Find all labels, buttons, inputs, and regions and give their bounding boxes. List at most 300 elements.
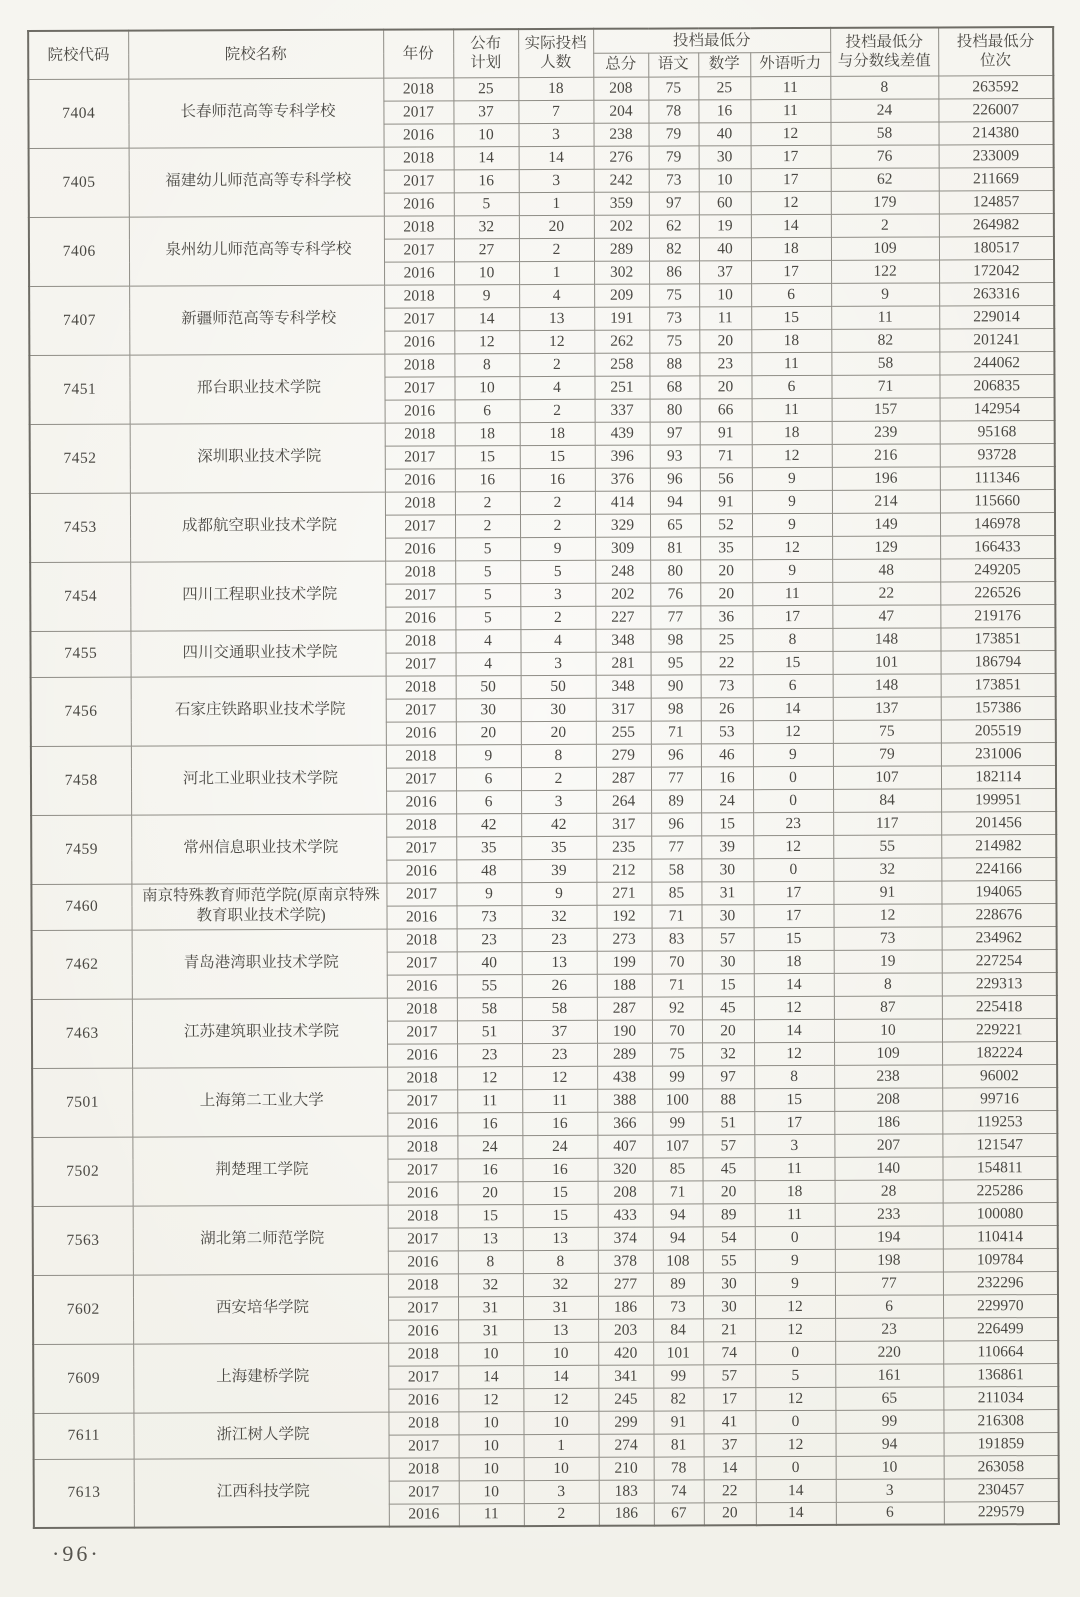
cell-diff: 11 xyxy=(831,305,939,328)
cell-listening: 17 xyxy=(754,1111,834,1134)
cell-total: 289 xyxy=(594,238,649,261)
cell-listening: 6 xyxy=(751,375,831,398)
cell-plan: 32 xyxy=(458,1273,523,1296)
cell-rank: 119253 xyxy=(942,1110,1057,1133)
school-name: 常州信息职业技术学院 xyxy=(131,814,386,884)
cell-diff: 91 xyxy=(833,880,941,903)
cell-total: 203 xyxy=(598,1319,653,1342)
cell-actual: 15 xyxy=(523,1181,598,1204)
cell-math: 37 xyxy=(699,260,751,283)
cell-diff: 99 xyxy=(835,1409,943,1432)
cell-diff: 24 xyxy=(830,98,938,121)
cell-year: 2016 xyxy=(386,859,456,882)
cell-listening: 12 xyxy=(755,1318,835,1341)
cell-plan: 35 xyxy=(456,836,521,859)
admission-table-container xyxy=(27,26,1059,1529)
cell-diff: 58 xyxy=(831,351,939,374)
school-name: 石家庄铁路职业技术学院 xyxy=(131,676,386,746)
cell-total: 227 xyxy=(595,606,650,629)
cell-chinese: 70 xyxy=(652,950,702,973)
cell-plan: 12 xyxy=(457,1066,522,1089)
cell-plan: 14 xyxy=(458,1365,523,1388)
cell-actual: 37 xyxy=(522,1020,597,1043)
cell-listening: 14 xyxy=(754,973,834,996)
cell-actual: 16 xyxy=(522,1158,597,1181)
cell-diff: 48 xyxy=(832,558,940,581)
cell-chinese: 94 xyxy=(650,490,700,513)
cell-year: 2018 xyxy=(387,928,457,951)
cell-chinese: 83 xyxy=(652,927,702,950)
cell-math: 22 xyxy=(704,1479,756,1502)
cell-actual: 2 xyxy=(520,491,595,514)
cell-plan: 10 xyxy=(459,1434,524,1457)
cell-total: 190 xyxy=(597,1020,652,1043)
cell-math: 55 xyxy=(703,1249,755,1272)
cell-year: 2018 xyxy=(388,1342,458,1365)
header-row-1 xyxy=(28,27,1053,55)
cell-diff: 216 xyxy=(832,443,940,466)
cell-year: 2017 xyxy=(386,836,456,859)
cell-rank: 206835 xyxy=(939,374,1054,397)
cell-chinese: 65 xyxy=(650,513,700,536)
cell-math: 91 xyxy=(700,490,752,513)
cell-actual: 3 xyxy=(519,169,594,192)
cell-diff: 6 xyxy=(836,1501,944,1524)
cell-rank: 263316 xyxy=(939,282,1054,305)
cell-total: 208 xyxy=(593,77,648,100)
cell-actual: 8 xyxy=(521,744,596,767)
cell-actual: 2 xyxy=(520,514,595,537)
col-header-math: 数学 xyxy=(698,52,750,76)
cell-rank: 232296 xyxy=(943,1271,1058,1294)
cell-year: 2017 xyxy=(386,652,456,675)
cell-listening: 11 xyxy=(752,398,832,421)
cell-rank: 172042 xyxy=(939,259,1054,282)
cell-total: 299 xyxy=(598,1411,653,1434)
cell-total: 439 xyxy=(595,422,650,445)
cell-chinese: 68 xyxy=(649,375,699,398)
cell-actual: 13 xyxy=(523,1227,598,1250)
cell-listening: 17 xyxy=(753,904,833,927)
school-name: 青岛港湾职业技术学院 xyxy=(132,929,387,999)
cell-plan: 9 xyxy=(454,284,519,307)
cell-total: 191 xyxy=(594,307,649,330)
cell-math: 20 xyxy=(704,1502,756,1525)
cell-listening: 11 xyxy=(754,1157,834,1180)
cell-math: 20 xyxy=(699,329,751,352)
cell-math: 16 xyxy=(701,766,753,789)
cell-rank: 93728 xyxy=(940,443,1055,466)
cell-diff: 137 xyxy=(833,696,941,719)
cell-plan: 5 xyxy=(455,560,520,583)
cell-listening: 9 xyxy=(753,743,833,766)
school-name: 浙江树人学院 xyxy=(133,1412,388,1459)
cell-diff: 8 xyxy=(830,75,938,98)
cell-math: 53 xyxy=(701,720,753,743)
cell-listening: 5 xyxy=(755,1364,835,1387)
cell-total: 264 xyxy=(596,790,651,813)
school-name: 四川交通职业技术学院 xyxy=(130,630,385,677)
cell-rank: 264982 xyxy=(939,213,1054,236)
cell-rank: 146978 xyxy=(940,512,1055,535)
cell-math: 20 xyxy=(703,1180,755,1203)
cell-year: 2017 xyxy=(387,951,457,974)
cell-total: 245 xyxy=(598,1388,653,1411)
cell-rank: 211034 xyxy=(943,1386,1058,1409)
cell-actual: 13 xyxy=(522,951,597,974)
col-header-plan xyxy=(453,29,518,77)
cell-chinese: 92 xyxy=(652,996,702,1019)
cell-listening: 9 xyxy=(755,1249,835,1272)
cell-rank: 100080 xyxy=(943,1202,1058,1225)
cell-plan: 2 xyxy=(455,491,520,514)
cell-listening: 15 xyxy=(753,651,833,674)
cell-plan: 10 xyxy=(453,123,518,146)
cell-total: 251 xyxy=(594,376,649,399)
cell-chinese: 85 xyxy=(651,881,701,904)
cell-actual: 4 xyxy=(520,629,595,652)
cell-rank: 263592 xyxy=(938,75,1053,98)
cell-rank: 225286 xyxy=(943,1179,1058,1202)
cell-year: 2017 xyxy=(389,1480,459,1503)
cell-year: 2018 xyxy=(385,422,455,445)
cell-plan: 12 xyxy=(458,1388,523,1411)
cell-actual: 12 xyxy=(519,330,594,353)
cell-diff: 79 xyxy=(833,742,941,765)
cell-year: 2016 xyxy=(383,123,453,146)
cell-listening: 12 xyxy=(756,1433,836,1456)
cell-total: 414 xyxy=(595,491,650,514)
cell-actual: 50 xyxy=(521,675,596,698)
cell-chinese: 73 xyxy=(649,168,699,191)
cell-listening: 0 xyxy=(755,1410,835,1433)
cell-listening: 6 xyxy=(751,283,831,306)
school-code: 7613 xyxy=(34,1459,134,1528)
cell-year: 2017 xyxy=(384,307,454,330)
col-header-plan-line1: 公布 xyxy=(470,35,502,53)
cell-plan: 16 xyxy=(457,1158,522,1181)
cell-plan: 8 xyxy=(454,353,519,376)
cell-year: 2017 xyxy=(388,1365,458,1388)
table-body xyxy=(28,75,1059,1528)
cell-math: 30 xyxy=(702,950,754,973)
cell-listening: 12 xyxy=(754,996,834,1019)
cell-listening: 0 xyxy=(753,789,833,812)
cell-plan: 16 xyxy=(454,169,519,192)
cell-total: 199 xyxy=(597,951,652,974)
cell-plan: 10 xyxy=(454,261,519,284)
cell-math: 20 xyxy=(700,559,752,582)
cell-total: 202 xyxy=(595,583,650,606)
col-header-year: 年份 xyxy=(383,29,453,77)
cell-rank: 157386 xyxy=(941,696,1056,719)
cell-total: 255 xyxy=(596,721,651,744)
cell-year: 2016 xyxy=(389,1503,459,1526)
cell-actual: 58 xyxy=(522,997,597,1020)
cell-year: 2017 xyxy=(386,882,456,905)
cell-chinese: 71 xyxy=(651,904,701,927)
cell-listening: 12 xyxy=(751,191,831,214)
cell-rank: 226526 xyxy=(940,581,1055,604)
cell-rank: 173851 xyxy=(940,627,1055,650)
cell-diff: 58 xyxy=(831,121,939,144)
cell-rank: 109784 xyxy=(943,1248,1058,1271)
cell-listening: 8 xyxy=(752,628,832,651)
cell-actual: 13 xyxy=(523,1319,598,1342)
cell-actual: 4 xyxy=(519,284,594,307)
cell-actual: 13 xyxy=(519,307,594,330)
cell-math: 16 xyxy=(698,99,750,122)
cell-diff: 148 xyxy=(833,673,941,696)
school-name: 长春师范高等专科学校 xyxy=(128,78,383,148)
cell-listening: 17 xyxy=(751,260,831,283)
cell-listening: 12 xyxy=(754,1042,834,1065)
cell-actual: 20 xyxy=(521,721,596,744)
cell-plan: 20 xyxy=(458,1181,523,1204)
cell-year: 2016 xyxy=(385,468,455,491)
cell-chinese: 91 xyxy=(653,1410,703,1433)
cell-plan: 24 xyxy=(457,1135,522,1158)
cell-rank: 225418 xyxy=(942,995,1057,1018)
cell-math: 15 xyxy=(702,973,754,996)
cell-plan: 2 xyxy=(455,514,520,537)
cell-diff: 198 xyxy=(835,1248,943,1271)
cell-chinese: 71 xyxy=(652,973,702,996)
cell-math: 30 xyxy=(701,858,753,881)
col-header-total: 总分 xyxy=(593,53,648,77)
cell-math: 15 xyxy=(701,812,753,835)
cell-rank: 166433 xyxy=(940,535,1055,558)
cell-math: 57 xyxy=(702,1134,754,1157)
cell-listening: 11 xyxy=(750,99,830,122)
school-name: 深圳职业技术学院 xyxy=(130,423,385,493)
cell-plan: 11 xyxy=(457,1089,522,1112)
cell-listening: 0 xyxy=(753,766,833,789)
cell-listening: 18 xyxy=(751,329,831,352)
school-name: 泉州幼儿师范高等专科学校 xyxy=(129,216,384,286)
school-code: 7501 xyxy=(32,1068,132,1137)
cell-listening: 18 xyxy=(752,421,832,444)
cell-listening: 17 xyxy=(751,168,831,191)
col-header-diff-line1: 投档最低分 xyxy=(845,33,923,51)
cell-diff: 109 xyxy=(831,236,939,259)
cell-diff: 140 xyxy=(834,1156,942,1179)
cell-actual: 12 xyxy=(522,1066,597,1089)
cell-total: 235 xyxy=(596,836,651,859)
cell-year: 2017 xyxy=(387,1020,457,1043)
cell-math: 40 xyxy=(698,122,750,145)
cell-total: 359 xyxy=(594,192,649,215)
cell-plan: 10 xyxy=(459,1457,524,1480)
cell-rank: 124857 xyxy=(939,190,1054,213)
cell-diff: 208 xyxy=(834,1087,942,1110)
cell-total: 420 xyxy=(598,1342,653,1365)
cell-listening: 15 xyxy=(754,1088,834,1111)
cell-diff: 101 xyxy=(833,650,941,673)
cell-math: 20 xyxy=(699,375,751,398)
cell-rank: 263058 xyxy=(944,1455,1059,1478)
cell-chinese: 75 xyxy=(648,76,698,99)
cell-listening: 11 xyxy=(750,76,830,99)
school-name: 邢台职业技术学院 xyxy=(129,354,384,424)
cell-year: 2018 xyxy=(384,284,454,307)
cell-total: 317 xyxy=(596,813,651,836)
cell-math: 24 xyxy=(701,789,753,812)
cell-listening: 0 xyxy=(753,858,833,881)
cell-year: 2018 xyxy=(388,1204,458,1227)
cell-math: 32 xyxy=(702,1042,754,1065)
cell-total: 433 xyxy=(598,1204,653,1227)
cell-plan: 51 xyxy=(457,1020,522,1043)
cell-actual: 9 xyxy=(521,882,596,905)
cell-actual: 42 xyxy=(521,813,596,836)
cell-rank: 219176 xyxy=(940,604,1055,627)
cell-plan: 16 xyxy=(455,468,520,491)
cell-chinese: 96 xyxy=(651,812,701,835)
school-code: 7502 xyxy=(32,1137,132,1206)
cell-chinese: 79 xyxy=(649,145,699,168)
cell-math: 20 xyxy=(700,582,752,605)
cell-rank: 154811 xyxy=(942,1156,1057,1179)
cell-chinese: 84 xyxy=(653,1318,703,1341)
cell-listening: 9 xyxy=(755,1272,835,1295)
cell-actual: 3 xyxy=(521,790,596,813)
cell-actual: 8 xyxy=(523,1250,598,1273)
cell-plan: 42 xyxy=(456,813,521,836)
cell-math: 35 xyxy=(700,536,752,559)
cell-math: 88 xyxy=(702,1088,754,1111)
cell-chinese: 97 xyxy=(649,191,699,214)
cell-diff: 19 xyxy=(834,949,942,972)
cell-listening: 17 xyxy=(753,881,833,904)
cell-year: 2016 xyxy=(384,330,454,353)
cell-actual: 5 xyxy=(520,560,595,583)
cell-rank: 227254 xyxy=(942,949,1057,972)
cell-chinese: 67 xyxy=(654,1502,704,1525)
cell-listening: 15 xyxy=(754,927,834,950)
cell-diff: 109 xyxy=(834,1041,942,1064)
cell-total: 273 xyxy=(597,928,652,951)
school-code: 7407 xyxy=(29,286,129,355)
cell-year: 2016 xyxy=(384,261,454,284)
cell-actual: 2 xyxy=(520,606,595,629)
cell-actual: 1 xyxy=(519,192,594,215)
school-code: 7462 xyxy=(32,930,132,999)
cell-chinese: 90 xyxy=(651,674,701,697)
cell-chinese: 94 xyxy=(653,1226,703,1249)
cell-year: 2016 xyxy=(386,790,456,813)
cell-math: 23 xyxy=(699,352,751,375)
cell-year: 2018 xyxy=(385,560,455,583)
cell-total: 378 xyxy=(598,1250,653,1273)
cell-year: 2016 xyxy=(386,905,456,928)
cell-chinese: 81 xyxy=(654,1433,704,1456)
cell-total: 262 xyxy=(594,330,649,353)
cell-total: 204 xyxy=(593,100,648,123)
cell-actual: 7 xyxy=(518,100,593,123)
cell-actual: 10 xyxy=(523,1411,598,1434)
cell-total: 317 xyxy=(596,698,651,721)
cell-listening: 17 xyxy=(751,145,831,168)
cell-listening: 18 xyxy=(751,237,831,260)
cell-chinese: 73 xyxy=(649,306,699,329)
cell-diff: 62 xyxy=(831,167,939,190)
cell-listening: 0 xyxy=(756,1456,836,1479)
cell-diff: 196 xyxy=(832,466,940,489)
cell-total: 348 xyxy=(595,629,650,652)
cell-plan: 5 xyxy=(455,606,520,629)
cell-total: 337 xyxy=(595,399,650,422)
cell-listening: 12 xyxy=(752,536,832,559)
cell-diff: 179 xyxy=(831,190,939,213)
cell-total: 302 xyxy=(594,261,649,284)
school-code: 7406 xyxy=(29,217,129,286)
cell-year: 2018 xyxy=(388,1273,458,1296)
cell-rank: 110414 xyxy=(943,1225,1058,1248)
cell-rank: 229014 xyxy=(939,305,1054,328)
cell-rank: 96002 xyxy=(942,1064,1057,1087)
cell-math: 10 xyxy=(699,283,751,306)
school-code: 7611 xyxy=(33,1413,133,1459)
cell-rank: 229221 xyxy=(942,1018,1057,1041)
school-name: 新疆师范高等专科学校 xyxy=(129,285,384,355)
cell-rank: 211669 xyxy=(939,167,1054,190)
cell-year: 2017 xyxy=(385,583,455,606)
cell-math: 45 xyxy=(702,996,754,1019)
cell-actual: 3 xyxy=(524,1480,599,1503)
cell-plan: 23 xyxy=(457,1043,522,1066)
cell-rank: 95168 xyxy=(940,420,1055,443)
cell-diff: 65 xyxy=(835,1386,943,1409)
cell-listening: 18 xyxy=(755,1180,835,1203)
cell-rank: 191859 xyxy=(944,1432,1059,1455)
cell-plan: 31 xyxy=(458,1319,523,1342)
cell-year: 2018 xyxy=(384,353,454,376)
cell-total: 271 xyxy=(596,882,651,905)
cell-plan: 9 xyxy=(456,882,521,905)
cell-diff: 117 xyxy=(833,811,941,834)
cell-listening: 12 xyxy=(753,720,833,743)
cell-actual: 14 xyxy=(523,1365,598,1388)
cell-plan: 27 xyxy=(454,238,519,261)
col-header-diff-line2: 与分数线差值 xyxy=(837,52,931,71)
cell-listening: 14 xyxy=(753,697,833,720)
cell-rank: 99716 xyxy=(942,1087,1057,1110)
school-name: 上海第二工业大学 xyxy=(132,1067,387,1137)
cell-total: 276 xyxy=(594,146,649,169)
cell-listening: 12 xyxy=(755,1295,835,1318)
cell-plan: 40 xyxy=(457,951,522,974)
cell-diff: 239 xyxy=(832,420,940,443)
cell-actual: 2 xyxy=(519,353,594,376)
cell-chinese: 76 xyxy=(650,582,700,605)
cell-diff: 6 xyxy=(835,1294,943,1317)
cell-actual: 14 xyxy=(519,146,594,169)
cell-rank: 180517 xyxy=(939,236,1054,259)
school-code: 7454 xyxy=(30,562,130,631)
cell-diff: 94 xyxy=(836,1432,944,1455)
cell-plan: 18 xyxy=(455,422,520,445)
cell-actual: 3 xyxy=(518,123,593,146)
col-header-rank-line1: 投档最低分 xyxy=(956,32,1035,51)
cell-actual: 4 xyxy=(519,376,594,399)
cell-total: 186 xyxy=(598,1296,653,1319)
cell-diff: 23 xyxy=(835,1317,943,1340)
cell-rank: 228676 xyxy=(942,903,1057,926)
cell-math: 89 xyxy=(703,1203,755,1226)
cell-year: 2017 xyxy=(384,376,454,399)
school-name: 南京特殊教育师范学院(原南京特殊教育职业技术学院) xyxy=(131,883,386,930)
